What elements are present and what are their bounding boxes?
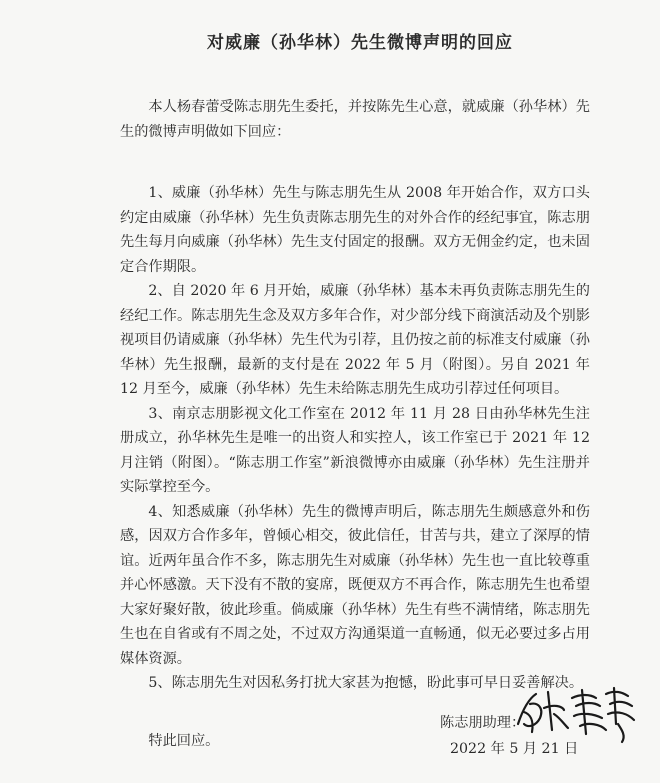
signature-date: 2022 年 5 月 21 日 xyxy=(450,741,579,757)
signer-label: 陈志朋助理： xyxy=(440,715,526,731)
item-4: 4、知悉威廉（孙华林）先生的微博声明后，陈志朋先生颇感意外和伤感，因双方合作多年，曾倾心相交，彼此信任，甘苦与共，建立了深厚的情谊。近两年虽合作不多，陈志朋先生对威廉（孙华林）先生也一直比较尊重并心怀感激。天下没有不散的宴席，既便双方不再合作，陈志朋先生也希望大家好聚好散，彼此珍重。倘威廉（孙华林）先生有些不满情绪，陈志朋先生也在自省或有不周之处，不过双方沟通渠道一直畅通，似无必要过多占用媒体资源。 xyxy=(120,503,590,667)
item-2: 2、自 2020 年 6 月开始，威廉（孙华林）基本未再负责陈志朋先生的经纪工作。陈志朋先生念及双方多年合作，对少部分线下商演活动及个别影视项目仍请威廉（孙华林）先生代为引荐，且仍按之前的标准支付威廉（孙华林）先生报酬，最新的支付是在 2022 年 5 月（附图）。另自 2021 年 12 月至今，威廉（孙华林）先生未给陈志朋先生成功引荐过任何项目。 xyxy=(120,283,590,397)
document-title: 对威廉（孙华林）先生微博声明的回应 xyxy=(207,33,513,53)
signature-block xyxy=(440,690,640,770)
handwritten-signature xyxy=(510,684,640,746)
intro-paragraph: 本人杨春蕾受陈志朋先生委托，并按陈先生心意，就威廉（孙华林）先生的微博声明做如下回应： xyxy=(120,99,590,140)
item-1: 1、威廉（孙华林）先生与陈志朋先生从 2008 年开始合作，双方口头约定由威廉（孙华林）先生负责陈志朋先生的对外合作的经纪事宜，陈志朋先生每月向威廉（孙华林）先生支付固定的报酬。双方无佣金约定，也未固定合作期限。 xyxy=(120,185,590,275)
item-5: 5、陈志朋先生对因私务打扰大家甚为抱憾，盼此事可早日妥善解决。 xyxy=(148,675,584,691)
item-3: 3、南京志朋影视文化工作室在 2012 年 11 月 28 日由孙华林先生注册成立，孙华林先生是唯一的出资人和实控人，该工作室已于 2021 年 12 月注销（附图）。“陈志朋工作室”新浪微博亦由威廉（孙华林）先生注册并实际掌控至今。 xyxy=(120,405,590,495)
closing-line: 特此回应。 xyxy=(148,732,220,749)
